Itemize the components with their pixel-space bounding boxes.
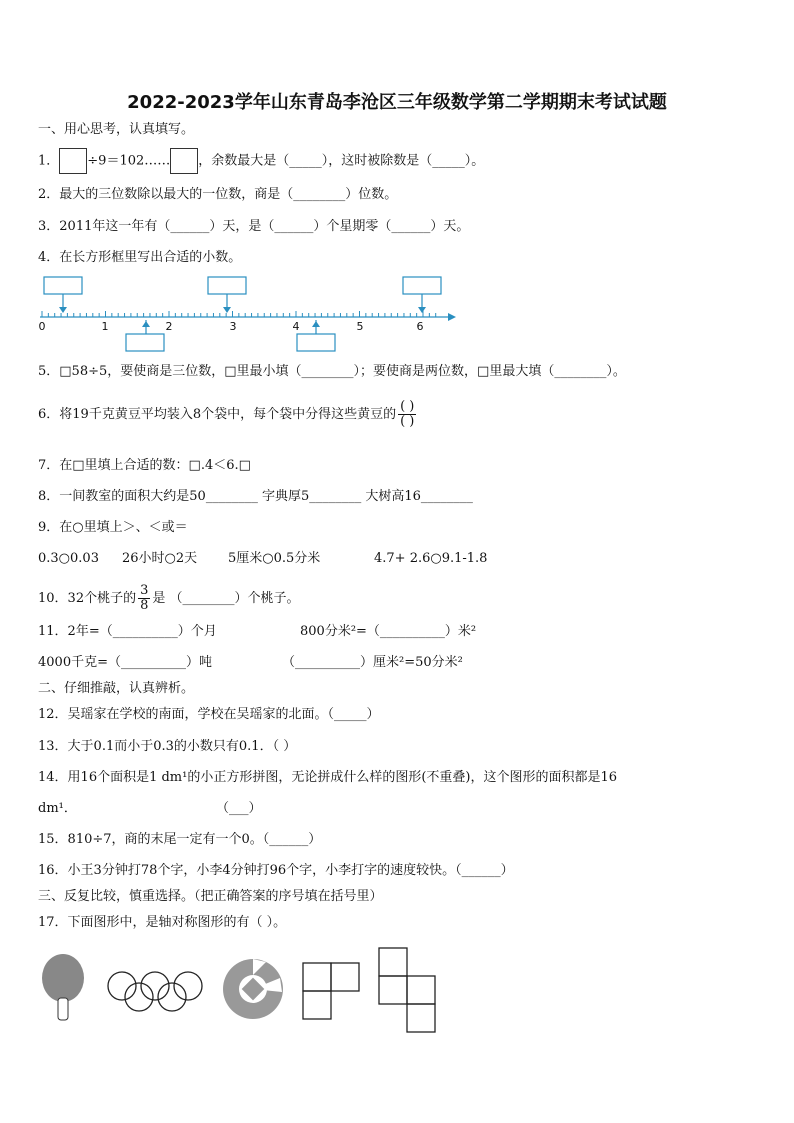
answer-box xyxy=(59,148,87,174)
q9-item: 26小时○2天 xyxy=(122,551,198,566)
question-17: 17．下面图形中，是轴对称图形的有（ ）。 xyxy=(38,915,287,930)
question-13: 13．大于0.1而小于0.3的小数只有0.1．（ ） xyxy=(38,739,297,754)
section-3-heading: 三、反复比较，慎重选择。（把正确答案的序号填在括号里） xyxy=(38,889,383,904)
tick-label: 3 xyxy=(229,320,237,333)
answer-frame xyxy=(403,277,441,294)
q9-item: 0.3○0.03 xyxy=(38,551,99,566)
question-5: 5．□58÷5，要使商是三位数，□里最小填（________）；要使商是两位数，□里最大填（________）。 xyxy=(38,364,626,379)
fraction-denominator: 8 xyxy=(140,598,149,613)
question-6 xyxy=(38,400,418,429)
question-10 xyxy=(38,584,300,613)
q1-tail: ，余数最大是（_____），这时被除数是（_____）。 xyxy=(198,153,485,169)
answer-frame xyxy=(44,277,82,294)
question-14: 14．用16个面积是1 dm¹的小正方形拼图，无论拼成什么样的图形(不重叠)，这个图形的面积都是16 xyxy=(38,770,618,785)
section-2-heading: 二、仔细推敲，认真辨析。 xyxy=(38,681,195,696)
question-3: 3．2011年这一年有（______）天，是（______）个星期零（______）天。 xyxy=(38,219,470,234)
q1-middle: ÷9＝102…… xyxy=(87,153,171,169)
fraction-numerator: 3 xyxy=(140,583,149,598)
q10-pre: 10．32个桃子的 xyxy=(38,591,137,606)
table-tennis-paddle-figure xyxy=(38,952,88,1024)
answer-frame xyxy=(297,334,335,351)
question-8: 8．一间教室的面积大约是50________ 字典厚5________ 大树高16________ xyxy=(38,489,473,504)
question-4: 4．在长方形框里写出合适的小数。 xyxy=(38,250,242,265)
olympic-rings-figure xyxy=(104,970,208,1014)
tick-label: 5 xyxy=(356,320,364,333)
tick-label: 2 xyxy=(165,320,173,333)
arrow-icon xyxy=(448,313,456,321)
answer-frame xyxy=(126,334,164,351)
q10-post: 是 （________）个桃子。 xyxy=(152,591,300,606)
q9-item: 5厘米○0.5分米 xyxy=(228,551,321,566)
question-7: 7．在□里填上合适的数：□.4＜6.□ xyxy=(38,458,251,473)
question-11d: （__________）厘米²=50分米² xyxy=(282,655,463,670)
tick-label: 6 xyxy=(416,320,424,333)
question-11a: 11．2年=（__________）个月 xyxy=(38,624,217,639)
step-shape-figure xyxy=(378,947,438,1035)
question-11b: 800分米²=（__________）米² xyxy=(300,624,477,639)
answer-box xyxy=(170,148,198,174)
question-15: 15．810÷7，商的末尾一定有一个0。（______） xyxy=(38,832,322,847)
fraction-denominator: ( ) xyxy=(400,414,415,429)
tick-label: 4 xyxy=(292,320,300,333)
question-14-answer: （___） xyxy=(216,801,262,816)
number-line-figure xyxy=(30,272,460,358)
section-1-heading: 一、用心思考，认真填写。 xyxy=(38,122,195,137)
question-2: 2．最大的三位数除以最大的一位数，商是（________）位数。 xyxy=(38,187,398,202)
q1-number: 1． xyxy=(38,153,60,169)
question-14-unit: dm¹． xyxy=(38,801,77,816)
page-title: 2022-2023学年山东青岛李沧区三年级数学第二学期期末考试试题 xyxy=(127,92,667,113)
question-9: 9．在○里填上＞、＜或＝ xyxy=(38,520,188,535)
question-11c: 4000千克=（__________）吨 xyxy=(38,655,212,670)
question-1 xyxy=(38,148,484,174)
square-shape-figure xyxy=(302,962,362,1020)
answer-frame xyxy=(208,277,246,294)
question-12: 12．吴瑶家在学校的南面，学校在吴瑶家的北面。（_____） xyxy=(38,707,380,722)
q9-item: 4.7+ 2.6○9.1-1.8 xyxy=(374,551,488,566)
bank-logo-figure xyxy=(222,958,284,1020)
fraction-numerator: ( ) xyxy=(400,399,415,414)
tick-label: 1 xyxy=(101,320,109,333)
q6-text: 6．将19千克黄豆平均装入8个袋中，每个袋中分得这些黄豆的 xyxy=(38,407,397,422)
tick-label: 0 xyxy=(38,320,46,333)
question-16: 16．小王3分钟打78个字，小李4分钟打96个字，小李打字的速度较快。（______） xyxy=(38,863,514,878)
